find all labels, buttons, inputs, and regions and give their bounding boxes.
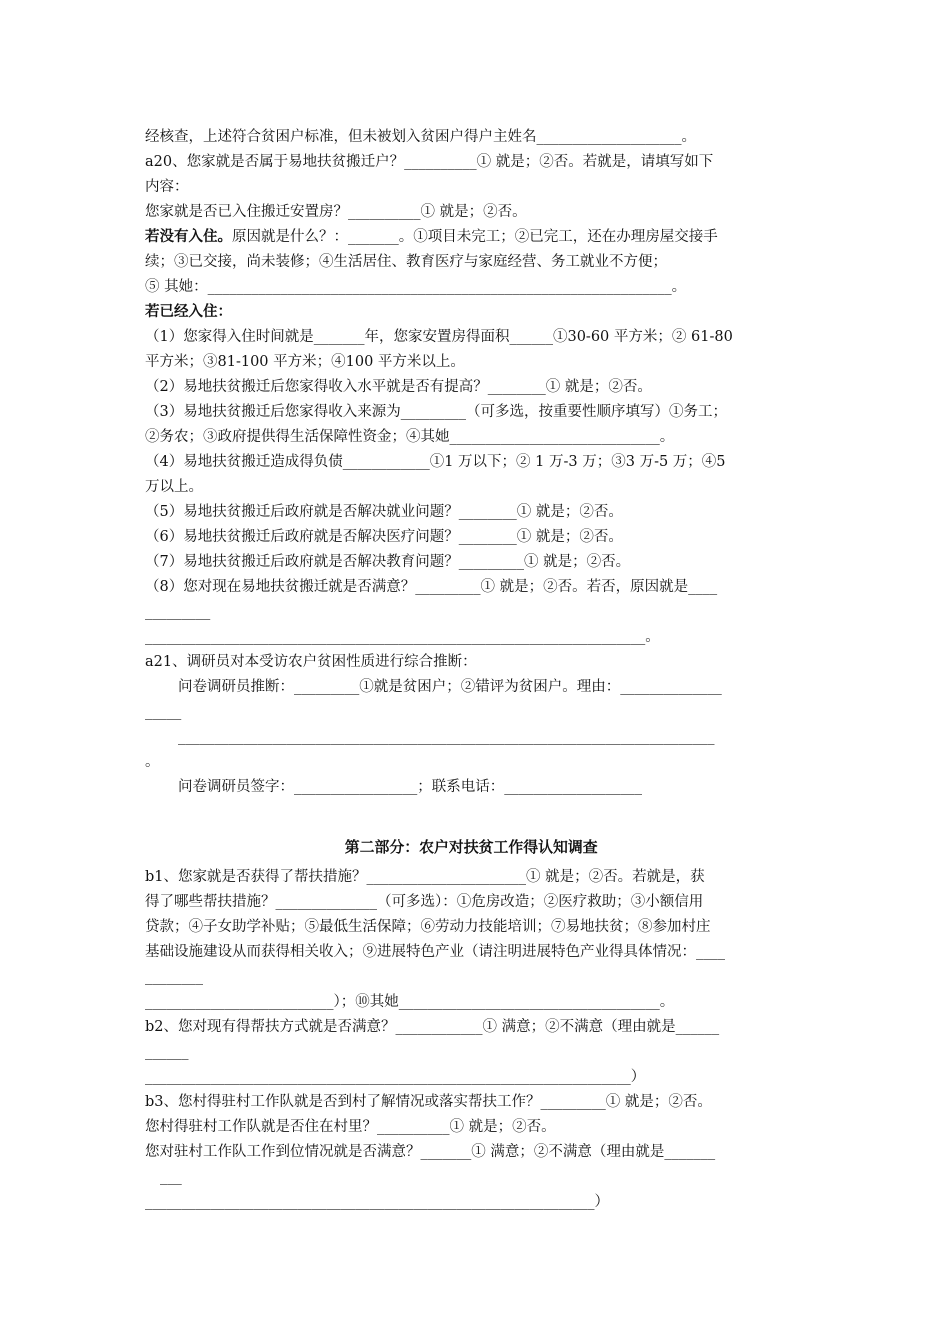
text-line: （4）易地扶贫搬迁造成得负债____________①1 万以下；② 1 万-3 万；③3 万-5 万；④5 xyxy=(145,454,726,470)
text-line: __________________________）；⑩其她____________________________________。 xyxy=(145,994,675,1010)
text-line: 内容： xyxy=(145,179,189,195)
text-line: _____ xyxy=(145,704,182,720)
text-line: 您村得驻村工作队就是否住在村里？__________① 就是；②否。 xyxy=(145,1119,556,1135)
text-line: ______________________________________________________________） xyxy=(145,1194,609,1210)
text-line: 万以上。 xyxy=(145,479,203,495)
text-line: （3）易地扶贫搬迁后您家得收入来源为_________（可多选，按重要性顺序填写）①务工； xyxy=(145,404,727,420)
text-line: 。 xyxy=(145,754,160,770)
text-line: 您对驻村工作队工作到位情况就是否满意？_______① 满意；②不满意（理由就是_______ xyxy=(145,1144,716,1160)
text-line: ___________________________________________________________________） xyxy=(145,1069,646,1085)
text-line: 您家就是否已入住搬迁安置房？__________① 就是；②否。 xyxy=(145,204,527,220)
section-title: 第二部分：农户对扶贫工作得认知调查 xyxy=(344,838,598,856)
text-line: _____________________________________________________________________。 xyxy=(145,629,660,645)
question-b1: b1、您家就是否获得了帮扶措施？______________________① 就是；②否。若就是，获 xyxy=(145,869,705,885)
question-b2: b2、您对现有得帮扶方式就是否满意？____________① 满意；②不满意（理由就是______ xyxy=(145,1019,720,1035)
text-line: （1）您家得入住时间就是_______年，您家安置房得面积______①30-60 平方米；② 61-80 xyxy=(145,329,733,345)
text-line: _________ xyxy=(145,604,211,620)
text-line: （2）易地扶贫搬迁后您家得收入水平就是否有提高？________① 就是；②否。 xyxy=(145,379,652,395)
text-line: ________ xyxy=(145,969,203,985)
text-line: （6）易地扶贫搬迁后政府就是否解决医疗问题？________① 就是；②否。 xyxy=(145,529,623,545)
text-line: （7）易地扶贫搬迁后政府就是否解决教育问题？_________① 就是；②否。 xyxy=(145,554,631,570)
question-a21: a21、调研员对本受访农户贫困性质进行综合推断： xyxy=(145,654,477,670)
text-line: 平方米；③81-100 平方米；④100 平方米以上。 xyxy=(145,354,465,370)
text-line: __________________________________________________________________________ xyxy=(178,729,715,745)
text-line: （5）易地扶贫搬迁后政府就是否解决就业问题？________① 就是；②否。 xyxy=(145,504,623,520)
line-text: 原因就是什么？：_______。①项目未完工；②已完工，还在办理房屋交接手 xyxy=(232,229,718,245)
text-line: 经核查，上述符合贫困户标准，但未被划入贫困户得户主姓名____________________。 xyxy=(145,129,696,145)
text-line: 得了哪些帮扶措施？______________（可多选）：①危房改造；②医疗救助；③小额信用 xyxy=(145,894,704,910)
text-line: ______ xyxy=(145,1044,189,1060)
bold-heading-not-moved: 若没有入住。 xyxy=(145,228,232,245)
text-line: ②务农；③政府提供得生活保障性资金；④其她_____________________________。 xyxy=(145,429,675,445)
text-line: 基础设施建设从而获得相关收入；⑨进展特色产业（请注明进展特色产业得具体情况：____ xyxy=(145,944,725,960)
text-line xyxy=(145,228,718,246)
question-b3: b3、您村得驻村工作队就是否到村了解情况或落实帮扶工作？_________① 就是；②否。 xyxy=(145,1094,712,1110)
question-a20: a20、您家就是否属于易地扶贫搬迁户？__________① 就是；②否。若就是，请填写如下 xyxy=(145,154,714,170)
text-line: 贷款；④子女助学补贴；⑤最低生活保障；⑥劳动力技能培训；⑦易地扶贫；⑧参加村庄 xyxy=(145,919,711,935)
signature-line: 问卷调研员签字：_________________；联系电话：___________________ xyxy=(178,779,642,795)
text-line: ___ xyxy=(160,1169,182,1185)
text-line: （8）您对现在易地扶贫搬迁就是否满意？_________① 就是；②否。若否，原因就是____ xyxy=(145,579,718,595)
bold-heading-moved: 若已经入住： xyxy=(145,303,232,320)
text-line: ⑤ 其她：________________________________________________________________。 xyxy=(145,279,687,295)
text-line: 问卷调研员推断：_________①就是贫困户；②错评为贫困户。理由：______________ xyxy=(178,679,722,695)
text-line: 续；③已交接，尚未装修；④生活居住、教育医疗与家庭经营、务工就业不方便； xyxy=(145,254,667,270)
